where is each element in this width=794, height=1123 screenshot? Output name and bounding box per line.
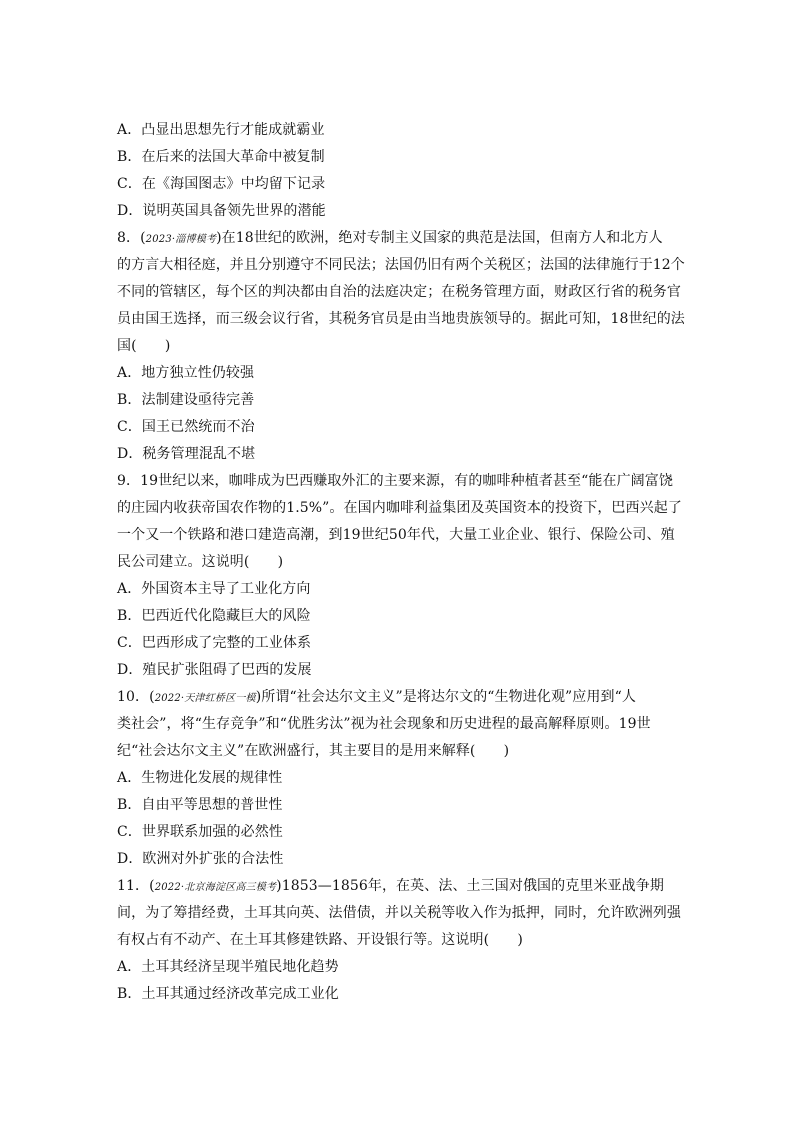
question-9 — [117, 468, 682, 684]
question-stem-line: 一个又一个铁路和港口建造高潮，到19世纪50年代，大量工业企业、银行、保险公司、殖 — [117, 527, 675, 543]
question-stem-line: 有权占有不动产、在土耳其修建铁路、开设银行等。这说明( ) — [117, 932, 523, 948]
question-stem-line: 国( ) — [117, 338, 171, 354]
option-d: D．欧洲对外扩张的合法性 — [117, 851, 284, 867]
option-b: B．在后来的法国大革命中被复制 — [117, 149, 325, 165]
option-b: B．法制建设亟待完善 — [117, 392, 255, 408]
question-number: 11． — [117, 878, 150, 894]
question-stem-line: 的方言大相径庭，并且分别遵守不同民法；法国仍旧有两个关税区；法国的法律施行于12个 — [117, 257, 685, 273]
question-11 — [117, 873, 682, 1008]
option-c: C．在《海国图志》中均留下记录 — [117, 176, 326, 192]
question-stem-line: 的庄园内收获帝国农作物的1.5%”。在国内咖啡利益集团及英国资本的投资下，巴西兴起了 — [117, 500, 682, 516]
previous-question-options — [117, 117, 682, 225]
question-10 — [117, 684, 682, 873]
question-stem-line: 纪“社会达尔文主义”在欧洲盛行，其主要目的是用来解释( ) — [117, 743, 510, 759]
question-number: 10． — [117, 689, 150, 705]
question-8 — [117, 225, 685, 468]
option-b: B．自由平等思想的普世性 — [117, 797, 283, 813]
question-stem-line: 民公司建立。这说明( ) — [117, 554, 284, 570]
question-stem-line: 9．19世纪以来，咖啡成为巴西赚取外汇的主要来源，有的咖啡种植者甚至“能在广阔富饶 — [117, 473, 673, 489]
question-source: 2022·天津红桥区一模 — [154, 693, 256, 704]
question-stem-line: 员由国王选择，而三级会议行省，其税务官员是由当地贵族领导的。据此可知，18世纪的法 — [117, 311, 685, 327]
question-content — [117, 117, 685, 1008]
question-stem-line: 10．(2022·天津红桥区一模)所谓“社会达尔文主义”是将达尔文的“生物进化观”应用到“人 — [117, 689, 636, 705]
question-source: 2023·淄博模考 — [145, 234, 217, 245]
option-a: A．生物进化发展的规律性 — [117, 770, 283, 786]
option-c: C．巴西形成了完整的工业体系 — [117, 635, 312, 651]
option-d: D．说明英国具备领先世界的潜能 — [117, 203, 326, 219]
option-d: D．殖民扩张阻碍了巴西的发展 — [117, 662, 312, 678]
question-stem-line: 8．(2023·淄博模考)在18世纪的欧洲，绝对专制主义国家的典范是法国，但南方人和北方人 — [117, 230, 663, 246]
option-a: A．凸显出思想先行才能成就霸业 — [117, 122, 325, 138]
question-stem-line: 不同的管辖区，每个区的判决都由自治的法庭决定；在税务管理方面，财政区行省的税务官 — [117, 284, 681, 300]
option-a: A．地方独立性仍较强 — [117, 365, 255, 381]
option-c: C．世界联系加强的必然性 — [117, 824, 283, 840]
option-b: B．巴西近代化隐藏巨大的风险 — [117, 608, 311, 624]
question-stem-line: 间，为了筹措经费，土耳其向英、法借债，并以关税等收入作为抵押，同时，允许欧洲列强 — [117, 905, 681, 921]
option-a: A．外国资本主导了工业化方向 — [117, 581, 311, 597]
option-c: C．国王已然统而不治 — [117, 419, 255, 435]
option-b: B．土耳其通过经济改革完成工业化 — [117, 986, 339, 1002]
option-d: D．税务管理混乱不堪 — [117, 446, 256, 462]
question-source: 2022·北京海淀区高三模考 — [154, 882, 277, 893]
question-stem-line: 11．(2022·北京海淀区高三模考)1853—1856年，在英、法、土三国对俄国的克里米亚战争期 — [117, 878, 664, 894]
question-number: 8． — [117, 230, 141, 246]
question-number: 9． — [117, 473, 141, 489]
question-stem-line: 类社会”，将“生存竞争”和“优胜劣汰”视为社会现象和历史进程的最高解释原则。19世 — [117, 716, 651, 732]
option-a: A．土耳其经济呈现半殖民地化趋势 — [117, 959, 339, 975]
